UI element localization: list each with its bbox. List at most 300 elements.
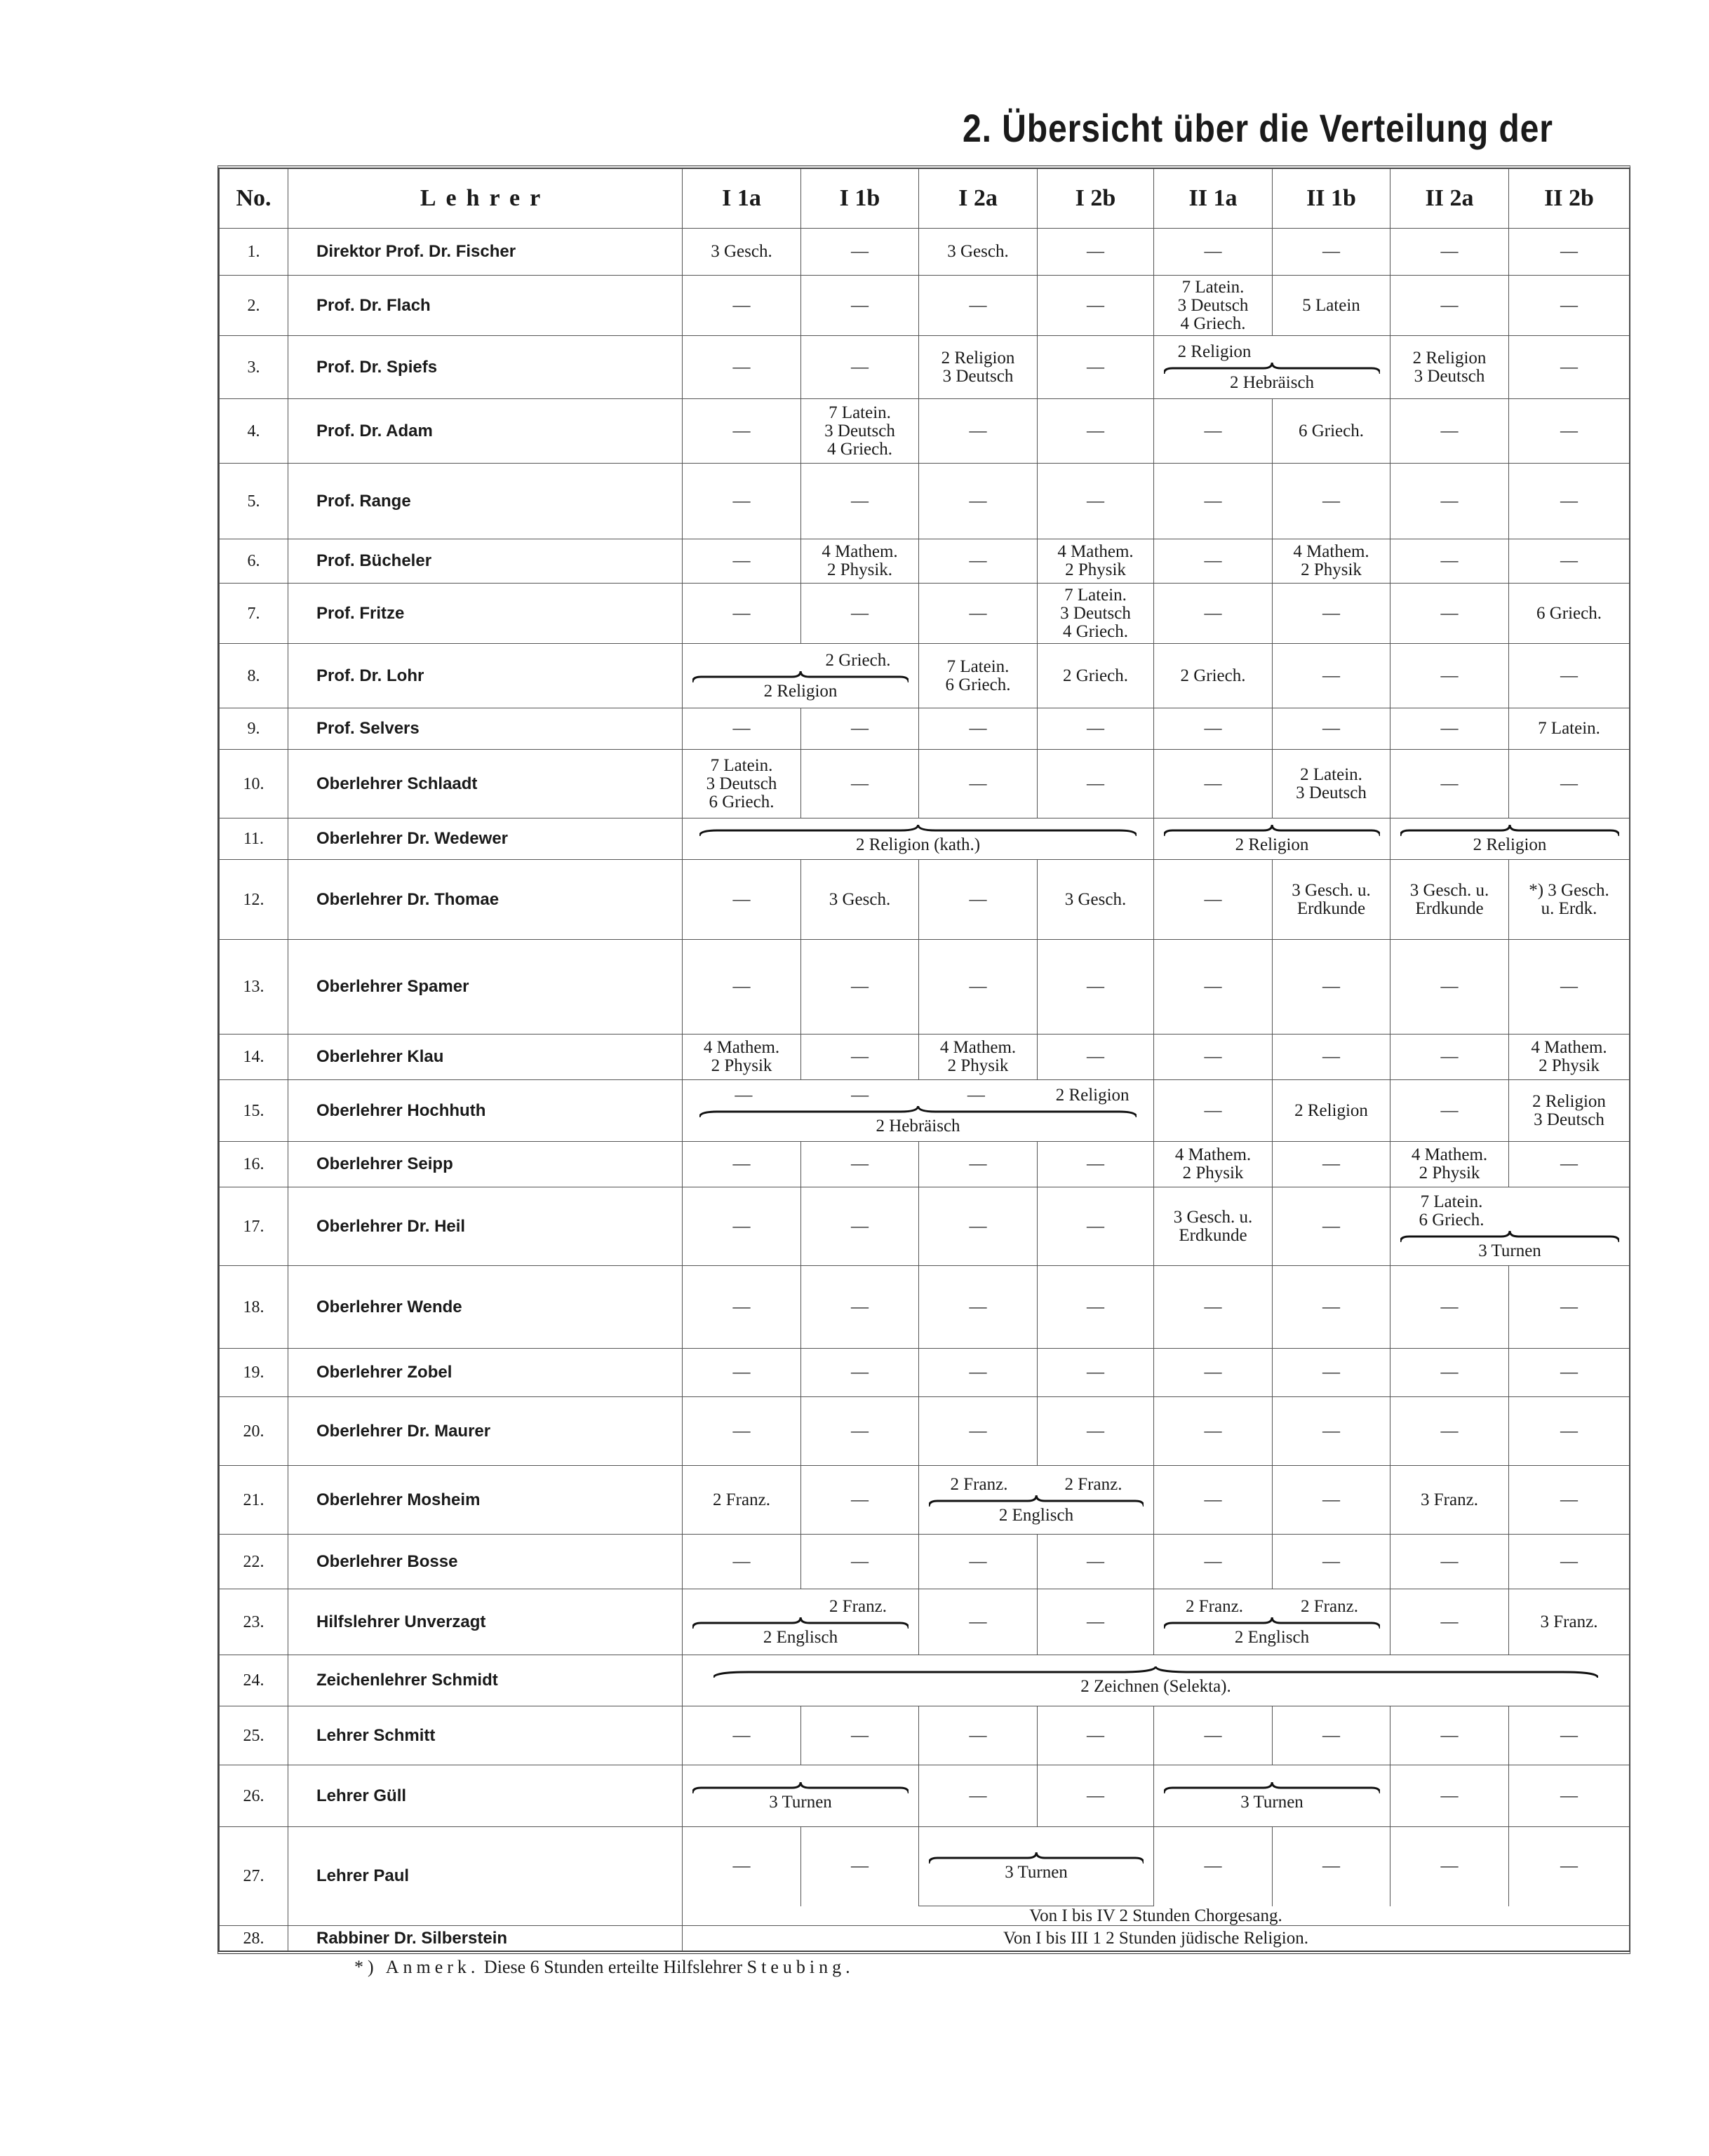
class-cell: — [683,860,801,940]
teacher-name: Prof. Dr. Spiefs [288,336,683,399]
class-cell: — [1390,708,1509,750]
row-number: 11. [220,818,288,860]
teacher-name: Oberlehrer Zobel [288,1349,683,1397]
spanning-cell-content [922,1851,1151,1882]
class-cell: 4 Mathem. 2 Physik [1390,1142,1509,1187]
class-cell: 2 Religion 3 Deutsch [1509,1080,1630,1142]
class-cell: 7 Latein. 3 Deutsch 6 Griech. [683,750,801,818]
row-number: 27. [220,1827,288,1926]
spanning-cell [1390,818,1630,860]
class-cell: 7 Latein. 3 Deutsch 4 Griech. [801,399,919,464]
class-cell: 3 Gesch. u. Erdkunde [1154,1187,1273,1266]
class-cell: — [1390,1349,1509,1397]
row-number: 26. [220,1765,288,1827]
class-cell: 3 Gesch. [683,229,801,276]
row-number: 23. [220,1589,288,1655]
class-cell: — [1038,1266,1154,1349]
class-cell: — [1390,1706,1509,1765]
header-class: II 1b [1273,169,1390,229]
class-cell: — [1038,464,1154,539]
class-cell: — [1038,336,1154,399]
class-cell: — [1509,539,1630,584]
brace-label: 2 Englisch [998,1505,1074,1525]
teacher-name: Oberlehrer Hochhuth [288,1080,683,1142]
class-cell: — [919,464,1038,539]
class-cell: — [919,1535,1038,1589]
upper-entry: 2 Griech. [825,650,891,670]
class-cell: — [1509,1827,1630,1906]
teacher-name: Oberlehrer Schlaadt [288,750,683,818]
table-row [220,708,1630,750]
upper-entries [1157,1598,1387,1616]
brace-label: 2 Englisch [763,1627,838,1647]
class-cell: — [1038,399,1154,464]
class-cell: 4 Mathem. 2 Physik [919,1035,1038,1080]
class-cell: — [919,750,1038,818]
note-cell: Von I bis IV 2 Stunden Chorgesang. [683,1906,1630,1926]
brace-icon [1164,1782,1380,1793]
upper-entry: — [735,1085,753,1105]
brace-icon [1164,825,1380,836]
page-title: 2. Übersicht über die Verteilung der [963,106,1553,150]
class-cell: — [1038,1397,1154,1466]
class-cell: 2 Religion 3 Deutsch [1390,336,1509,399]
class-cell: — [683,1266,801,1349]
class-cell: — [801,336,919,399]
class-cell: — [1038,1765,1154,1827]
class-cell: — [683,1397,801,1466]
table-row [220,1142,1630,1187]
class-cell: 2 Latein. 3 Deutsch [1273,750,1390,818]
class-cell: — [1038,1589,1154,1655]
teacher-name: Oberlehrer Bosse [288,1535,683,1589]
row-number: 1. [220,229,288,276]
teacher-name: Prof. Fritze [288,584,683,644]
spanning-cell: Von I bis III 1 2 Stunden jüdische Religion. [683,1926,1630,1951]
class-cell: — [1154,1827,1273,1906]
class-cell: — [801,1397,919,1466]
spanning-cell [683,1655,1630,1706]
upper-entry [1272,343,1387,361]
class-cell: — [1509,336,1630,399]
class-cell: — [801,1266,919,1349]
class-cell: — [919,1349,1038,1397]
teacher-name: Prof. Selvers [288,708,683,750]
class-cell: — [801,229,919,276]
class-cell: — [1509,1706,1630,1765]
brace-label: 2 Religion [763,681,838,701]
row-number: 12. [220,860,288,940]
class-cell: — [683,940,801,1035]
row-number: 25. [220,1706,288,1765]
class-cell: 6 Griech. [1509,584,1630,644]
class-cell: — [801,940,919,1035]
class-cell: — [683,1535,801,1589]
brace-icon [1400,825,1619,836]
class-cell: — [919,860,1038,940]
brace-icon [1400,1231,1619,1242]
class-cell: — [683,1706,801,1765]
class-cell: 3 Franz. [1390,1466,1509,1535]
teacher-name: Lehrer Güll [288,1765,683,1827]
class-cell: — [919,276,1038,336]
class-cell: 4 Mathem. 2 Physik [1509,1035,1630,1080]
table-body [220,229,1630,1951]
brace-label: 2 Englisch [1234,1627,1310,1647]
row-number: 28. [220,1926,288,1951]
brace-label: 3 Turnen [1240,1792,1303,1812]
row-number: 3. [220,336,288,399]
class-cell: — [801,750,919,818]
header-no: No. [220,169,288,229]
row-number: 20. [220,1397,288,1466]
class-cell: 7 Latein. 6 Griech. [919,644,1038,708]
class-cell: — [1390,940,1509,1035]
class-cell: 4 Mathem. 2 Physik [1154,1142,1273,1187]
brace-label: 2 Hebräisch [1229,372,1315,392]
class-cell: — [1390,229,1509,276]
brace-icon [1164,1617,1380,1629]
class-cell: — [919,1589,1038,1655]
teacher-name: Oberlehrer Dr. Maurer [288,1397,683,1466]
class-cell: — [1390,1589,1509,1655]
row-number: 9. [220,708,288,750]
class-cell: — [1390,276,1509,336]
class-cell: — [1509,276,1630,336]
class-cell: — [1154,1266,1273,1349]
class-cell: — [1273,940,1390,1035]
teacher-name: Prof. Dr. Adam [288,399,683,464]
class-cell: — [1390,1080,1509,1142]
teacher-name: Prof. Bücheler [288,539,683,584]
class-cell: — [1154,584,1273,644]
teacher-name: Prof. Range [288,464,683,539]
table-row [220,644,1630,708]
table-row [220,1827,1630,1906]
row-number: 2. [220,276,288,336]
class-cell: — [919,539,1038,584]
spanning-cell [683,1589,919,1655]
class-cell: — [1038,708,1154,750]
class-cell: 2 Griech. [1038,644,1154,708]
teacher-name: Oberlehrer Wende [288,1266,683,1349]
table-row [220,464,1630,539]
class-cell: — [1154,229,1273,276]
brace-label: 3 Turnen [769,1792,832,1812]
brace-label: 2 Religion [1473,835,1547,854]
class-cell: — [683,1187,801,1266]
brace-icon [699,825,1137,836]
teacher-name: Oberlehrer Mosheim [288,1466,683,1535]
class-cell: 3 Gesch. [919,229,1038,276]
table-row [220,584,1630,644]
class-cell: — [801,1187,919,1266]
class-cell: — [1273,1706,1390,1765]
class-cell: — [1273,1535,1390,1589]
class-cell: — [919,1266,1038,1349]
class-cell: — [1154,399,1273,464]
class-cell: — [919,708,1038,750]
class-cell: — [1038,229,1154,276]
spanning-cell-content [1157,1781,1387,1812]
class-cell: 3 Gesch. [801,860,919,940]
class-cell: 3 Franz. [1509,1589,1630,1655]
spanning-cell-content [685,1598,916,1647]
table-row [220,1266,1630,1349]
class-cell: — [801,1535,919,1589]
class-cell: — [919,940,1038,1035]
footnote-mark: *) Anmerk. [354,1957,480,1977]
class-cell: — [919,1765,1038,1827]
class-cell: — [1509,1142,1630,1187]
class-cell: — [801,708,919,750]
upper-entries [1157,343,1387,361]
class-cell: — [1390,584,1509,644]
spanning-cell-content [1157,1598,1387,1647]
brace-label: 2 Religion (kath.) [855,835,981,854]
class-cell: — [1273,708,1390,750]
row-number: 6. [220,539,288,584]
upper-entries [922,1476,1151,1494]
upper-entry: 2 Franz. [1301,1596,1358,1616]
spanning-cell [683,1080,1154,1142]
table-row [220,818,1630,860]
table-row [220,1080,1630,1142]
class-cell: 3 Gesch. [1038,860,1154,940]
teacher-name: Lehrer Schmitt [288,1706,683,1765]
class-cell: — [1273,1397,1390,1466]
class-cell: — [1509,1535,1630,1589]
spanning-cell-content [685,652,916,701]
class-cell: 7 Latein. 3 Deutsch 4 Griech. [1154,276,1273,336]
class-cell: — [683,1827,801,1906]
class-cell: — [1273,229,1390,276]
class-cell: — [1154,1706,1273,1765]
class-cell: — [1390,1266,1509,1349]
brace-icon [1164,363,1380,374]
teacher-name: Oberlehrer Klau [288,1035,683,1080]
brace-label: 3 Turnen [1478,1241,1541,1260]
row-number: 4. [220,399,288,464]
upper-entry: 2 Franz. [829,1596,887,1616]
spanning-cell-content [1157,343,1387,392]
class-cell: — [1154,1535,1273,1589]
class-cell: — [1154,1466,1273,1535]
class-cell: — [801,464,919,539]
row-number: 22. [220,1535,288,1589]
table-row [220,276,1630,336]
row-number: 14. [220,1035,288,1080]
row-number: 8. [220,644,288,708]
class-cell: — [1273,1466,1390,1535]
table-row [220,1187,1630,1266]
class-cell: 2 Griech. [1154,644,1273,708]
upper-entry: — [851,1085,869,1105]
class-cell: — [1154,1397,1273,1466]
class-cell: — [801,1349,919,1397]
row-number: 10. [220,750,288,818]
class-cell: — [1154,1080,1273,1142]
row-number: 17. [220,1187,288,1266]
class-cell: 3 Gesch. u. Erdkunde [1390,860,1509,940]
row-number: 24. [220,1655,288,1706]
teacher-name: Prof. Dr. Flach [288,276,683,336]
class-cell: *) 3 Gesch. u. Erdk. [1509,860,1630,940]
spanning-cell [1154,1589,1390,1655]
class-cell: — [919,1142,1038,1187]
class-cell: 6 Griech. [1273,399,1390,464]
footnote-name: Steubing. [746,1957,854,1977]
brace-icon [699,1106,1137,1117]
upper-entry: — [967,1085,985,1105]
class-cell: — [801,1142,919,1187]
class-cell: — [1038,1706,1154,1765]
row-number: 13. [220,940,288,1035]
class-cell: — [1154,1349,1273,1397]
spanning-cell [919,1827,1154,1906]
upper-entry [685,1598,800,1616]
spanning-cell [1154,336,1390,399]
class-cell: — [1154,940,1273,1035]
class-cell: — [1390,399,1509,464]
class-cell: — [1509,940,1630,1035]
class-cell: — [1390,539,1509,584]
upper-entry [1510,1193,1626,1229]
header-class: II 1a [1154,169,1273,229]
class-cell: — [1038,940,1154,1035]
table-row [220,1706,1630,1765]
class-cell: — [1509,1266,1630,1349]
class-cell: — [1390,644,1509,708]
teacher-name: Oberlehrer Spamer [288,940,683,1035]
class-cell: 4 Mathem. 2 Physik [1038,539,1154,584]
header-class: I 1a [683,169,801,229]
class-cell: — [1390,1535,1509,1589]
class-cell: — [1273,1035,1390,1080]
class-cell: — [1154,1035,1273,1080]
class-cell: — [1154,708,1273,750]
spanning-cell [683,644,919,708]
spanning-cell-content [1393,1193,1626,1260]
class-cell: — [1509,750,1630,818]
upper-entries [685,1598,916,1616]
teacher-name: Oberlehrer Dr. Wedewer [288,818,683,860]
class-cell: — [683,399,801,464]
class-cell: — [1038,1535,1154,1589]
class-cell: — [1390,1765,1509,1827]
brace-label: 3 Turnen [1005,1863,1068,1882]
spanning-cell [1154,818,1390,860]
class-cell: — [919,1187,1038,1266]
upper-entry [685,652,800,670]
class-cell: — [1273,1187,1390,1266]
header-class: I 2b [1038,169,1154,229]
class-cell: — [919,1397,1038,1466]
upper-entry: 7 Latein. 6 Griech. [1419,1192,1485,1229]
class-cell: 4 Mathem. 2 Physik [1273,539,1390,584]
class-cell: — [801,1466,919,1535]
class-cell: 7 Latein. 3 Deutsch 4 Griech. [1038,584,1154,644]
table-row [220,336,1630,399]
brace-icon [929,1495,1144,1507]
table-row [220,750,1630,818]
spanning-cell-content [685,1086,1151,1136]
header-row [220,169,1630,229]
teacher-name: Zeichenlehrer Schmidt [288,1655,683,1706]
class-cell: — [1154,750,1273,818]
teacher-name: Direktor Prof. Dr. Fischer [288,229,683,276]
class-cell: 4 Mathem. 2 Physik [683,1035,801,1080]
class-cell: 3 Gesch. u. Erdkunde [1273,860,1390,940]
class-cell: — [1154,464,1273,539]
upper-entries [685,652,916,670]
spanning-cell [1154,1765,1390,1827]
class-cell: — [683,584,801,644]
class-cell: — [1509,644,1630,708]
class-cell: — [1390,1035,1509,1080]
spanning-cell-content [685,1781,916,1812]
spanning-cell [683,1765,919,1827]
class-cell: — [1509,464,1630,539]
class-cell: — [1390,1827,1509,1906]
table-row [220,1535,1630,1589]
class-cell: — [683,336,801,399]
row-number: 21. [220,1466,288,1535]
brace-icon [692,1782,909,1793]
class-cell: — [801,1706,919,1765]
brace-label: 2 Zeichnen (Selekta). [1080,1677,1231,1696]
header-class: II 2b [1509,169,1630,229]
row-number: 7. [220,584,288,644]
class-cell: — [1273,644,1390,708]
class-cell: — [801,1035,919,1080]
table-row [220,1765,1630,1827]
footnote [354,1957,854,1978]
class-cell: — [1038,1187,1154,1266]
brace-icon [692,671,909,682]
class-cell: — [1509,399,1630,464]
spanning-cell-content [685,1665,1626,1696]
class-cell: — [1509,229,1630,276]
table-row [220,229,1630,276]
teacher-distribution-table [217,166,1630,1954]
class-cell: — [919,399,1038,464]
class-cell: — [1273,584,1390,644]
table-row [220,1349,1630,1397]
table-row [220,1926,1630,1951]
upper-entry: 2 Franz. [1186,1596,1243,1616]
upper-entry: 2 Religion [1177,342,1252,361]
row-number: 19. [220,1349,288,1397]
table-row [220,539,1630,584]
class-cell: 2 Franz. [683,1466,801,1535]
class-cell: — [1154,539,1273,584]
teacher-name: Oberlehrer Dr. Thomae [288,860,683,940]
spanning-cell-content [922,1476,1151,1525]
table-row [220,399,1630,464]
class-cell: 2 Religion 3 Deutsch [919,336,1038,399]
table-row [220,940,1630,1035]
teacher-name: Oberlehrer Seipp [288,1142,683,1187]
teacher-name: Hilfslehrer Unverzagt [288,1589,683,1655]
class-cell: — [1273,464,1390,539]
class-cell: — [1273,1827,1390,1906]
row-number: 15. [220,1080,288,1142]
upper-entry: 2 Franz. [1064,1474,1122,1494]
table-row [220,1655,1630,1706]
table-row [220,860,1630,940]
brace-icon [713,1666,1598,1678]
